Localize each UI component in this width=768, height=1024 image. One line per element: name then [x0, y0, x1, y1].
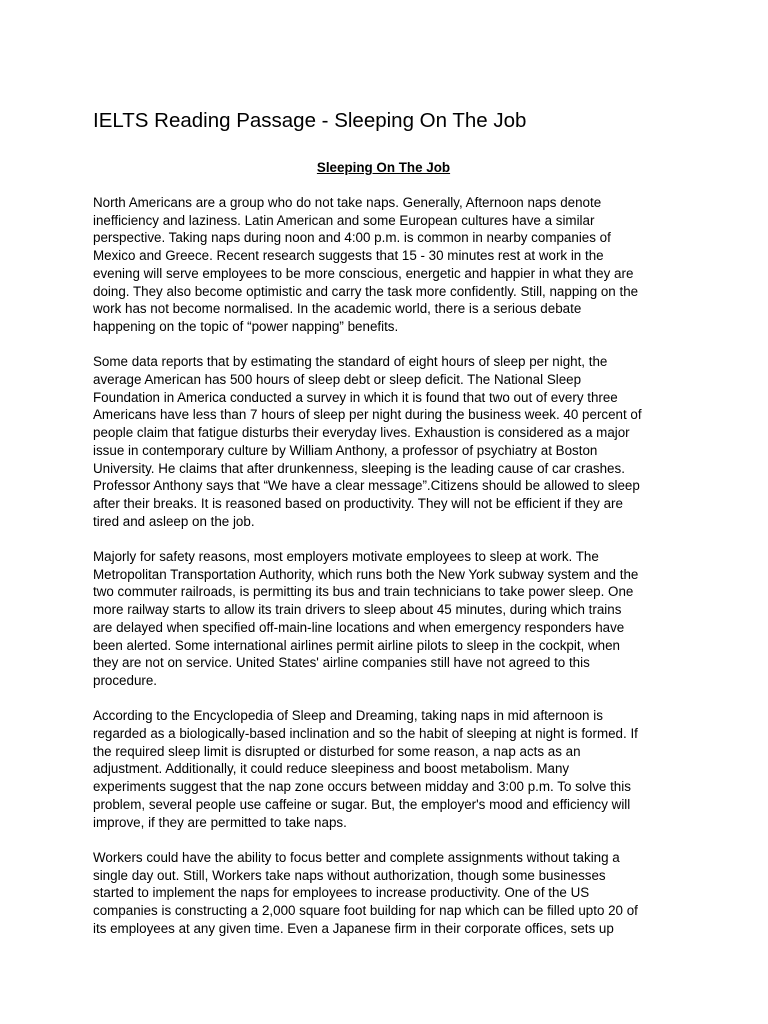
paragraph [93, 707, 675, 831]
paragraph-line: Metropolitan Transportation Authority, which runs both the New York subway system and the [93, 566, 639, 582]
paragraph-line: problem, several people use caffeine or sugar. But, the employer's mood and efficiency will [93, 796, 631, 812]
paragraph-line: regarded as a biologically-based inclination and so the habit of sleeping at night is formed. If [93, 726, 638, 742]
paragraph-line: happening on the topic of “power napping” benefits. [93, 318, 399, 334]
passage-heading [93, 159, 674, 177]
paragraph-line: work has not become normalised. In the academic world, there is a serious debate [93, 301, 582, 317]
paragraph-line: doing. They also become optimistic and carry the task more confidently. Still, napping on the [93, 283, 639, 299]
paragraph-line: Americans have less than 7 hours of sleep per night during the business week. 40 percent of [93, 407, 642, 423]
paragraph-line: Workers could have the ability to focus better and complete assignments without taking a [93, 849, 620, 865]
paragraph-line: single day out. Still, Workers take naps without authorization, though some businesses [93, 867, 606, 883]
paragraph-line: procedure. [93, 672, 158, 688]
paragraph-line: more railway starts to allow its train drivers to sleep about 45 minutes, during which trains [93, 602, 622, 618]
paragraph-line: its employees at any given time. Even a Japanese firm in their corporate offices, sets up [93, 920, 614, 936]
paragraph-line: adjustment. Additionally, it could reduce sleepiness and boost metabolism. Many [93, 761, 570, 777]
paragraph-line: tired and asleep on the job. [93, 513, 255, 529]
paragraph-line: Foundation in America conducted a survey in which it is found that two out of every three [93, 389, 618, 405]
paragraph-line: evening will serve employees to be more conscious, energetic and happier in what they are [93, 265, 634, 281]
paragraph-line: companies is constructing a 2,000 square foot building for nap which can be filled upto 20 of [93, 903, 638, 919]
passage-body [93, 194, 675, 955]
paragraph [93, 548, 675, 690]
paragraph-line: University. He claims that after drunkenness, sleeping is the leading cause of car crashes. [93, 460, 625, 476]
paragraph-line: Majorly for safety reasons, most employers motivate employees to sleep at work. The [93, 549, 599, 565]
paragraph [93, 194, 675, 336]
paragraph-line: they are not on service. United States' airline companies still have not agreed to this [93, 655, 590, 671]
paragraph-line: people claim that fatigue disturbs their everyday lives. Exhaustion is considered as a major [93, 425, 630, 441]
paragraph-line: Some data reports that by estimating the standard of eight hours of sleep per night, the [93, 354, 608, 370]
paragraph-line: started to implement the naps for employees to increase productivity. One of the US [93, 885, 590, 901]
paragraph-line: inefficiency and laziness. Latin American and some European cultures have a similar [93, 212, 595, 228]
passage-heading-text: Sleeping On The Job [316, 160, 451, 175]
document-title: IELTS Reading Passage - Sleeping On The Job [93, 109, 527, 132]
paragraph [93, 849, 675, 938]
paragraph-line: are delayed when specified off-main-line locations and when emergency responders have [93, 619, 625, 635]
paragraph-line: two commuter railroads, is permitting its bus and train technicians to take power sleep. One [93, 584, 634, 600]
paragraph-line: perspective. Taking naps during noon and 4:00 p.m. is common in nearby companies of [93, 230, 611, 246]
paragraph-line: average American has 500 hours of sleep debt or sleep deficit. The National Sleep [93, 372, 582, 388]
paragraph-line: been alerted. Some international airlines permit airline pilots to sleep in the cockpit, when [93, 637, 620, 653]
paragraph-line: after their breaks. It is reasoned based on productivity. They will not be efficient if they are [93, 495, 623, 511]
paragraph-line: experiments suggest that the nap zone occurs between midday and 3:00 p.m. To solve this [93, 779, 631, 795]
paragraph-line: improve, if they are permitted to take naps. [93, 814, 347, 830]
paragraph [93, 353, 675, 530]
paragraph-line: the required sleep limit is disrupted or disturbed for some reason, a nap acts as an [93, 743, 581, 759]
paragraph-line: issue in contemporary culture by William Anthony, a professor of psychiatry at Boston [93, 442, 598, 458]
paragraph-line: Mexico and Greece. Recent research suggests that 15 - 30 minutes rest at work in the [93, 248, 604, 264]
paragraph-line: Professor Anthony says that “We have a clear message”.Citizens should be allowed to sleep [93, 478, 640, 494]
paragraph-line: North Americans are a group who do not take naps. Generally, Afternoon naps denote [93, 195, 602, 210]
paragraph-line: According to the Encyclopedia of Sleep and Dreaming, taking naps in mid afternoon is [93, 708, 603, 724]
